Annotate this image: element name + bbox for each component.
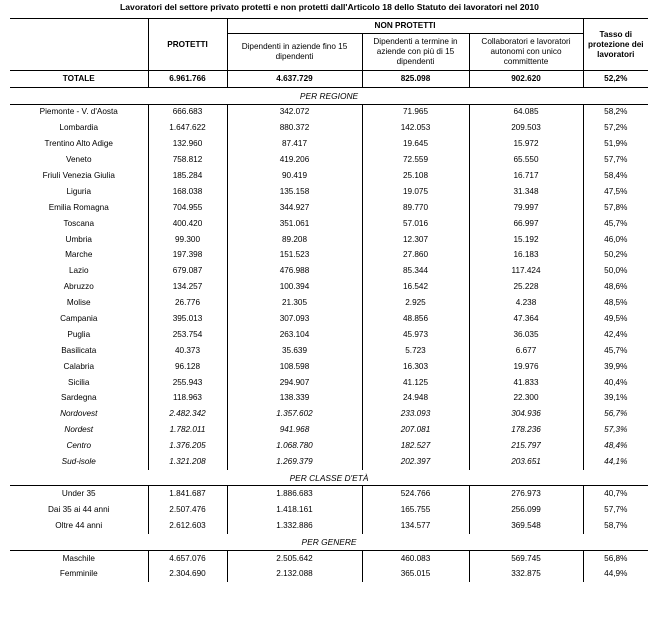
cell-collaboratori: 25.228 (469, 279, 583, 295)
cell-aziende-15: 2.505.642 (227, 550, 362, 566)
cell-tasso: 57,8% (583, 200, 648, 216)
cell-tasso: 44,1% (583, 454, 648, 470)
cell-tasso: 39,1% (583, 391, 648, 407)
cell-tasso: 48,4% (583, 438, 648, 454)
cell-collaboratori: 19.976 (469, 359, 583, 375)
cell-collaboratori: 304.936 (469, 406, 583, 422)
table-row (10, 406, 648, 422)
cell-termine: 202.397 (362, 454, 469, 470)
cell-aziende-15: 89.208 (227, 232, 362, 248)
table-row (10, 168, 648, 184)
cell-tasso: 45,7% (583, 216, 648, 232)
cell-aziende-15: 1.332.886 (227, 518, 362, 534)
table-row (10, 295, 648, 311)
cell-aziende-15: 344.927 (227, 200, 362, 216)
cell-protetti: 666.683 (148, 104, 227, 120)
cell-termine: 48.856 (362, 311, 469, 327)
cell-termine: 2.925 (362, 295, 469, 311)
cell-tasso: 42,4% (583, 327, 648, 343)
cell-aziende-15: 35.639 (227, 343, 362, 359)
cell-tasso: 40,4% (583, 375, 648, 391)
row-label: Friuli Venezia Giulia (42, 171, 115, 180)
cell-tasso: 57,7% (583, 502, 648, 518)
cell-aziende-15: 351.061 (227, 216, 362, 232)
section-title: PER REGIONE (10, 88, 648, 105)
cell-collaboratori: 117.424 (469, 263, 583, 279)
row-label: Nordest (64, 425, 94, 435)
cell-aziende-15: 263.104 (227, 327, 362, 343)
cell-aziende-15: 87.417 (227, 136, 362, 152)
cell-aziende-15: 1.418.161 (227, 502, 362, 518)
cell-tasso: 50,2% (583, 248, 648, 264)
cell-termine: 524.766 (362, 486, 469, 502)
cell-protetti: 253.754 (148, 327, 227, 343)
cell-termine: 182.527 (362, 438, 469, 454)
cell-collaboratori: 79.997 (469, 200, 583, 216)
cell-aziende-15: 138.339 (227, 391, 362, 407)
cell-tasso: 58,2% (583, 104, 648, 120)
header-collaboratori: Collaboratori e lavoratori autonomi con unico committente (469, 34, 583, 71)
cell-collaboratori: 65.550 (469, 152, 583, 168)
cell-termine: 25.108 (362, 168, 469, 184)
cell-protetti: 96.128 (148, 359, 227, 375)
workers-table (10, 18, 648, 582)
header-non-protetti: NON PROTETTI (227, 19, 583, 34)
row-label: Trentino Alto Adige (44, 139, 113, 149)
row-label: Umbria (65, 234, 92, 244)
cell-termine: 27.860 (362, 248, 469, 264)
cell-tasso: 57,2% (583, 120, 648, 136)
table-row (10, 391, 648, 407)
cell-collaboratori: 209.503 (469, 120, 583, 136)
row-label: Femminile (59, 569, 98, 579)
row-label: Calabria (63, 361, 94, 371)
cell-protetti: 2.482.342 (148, 406, 227, 422)
row-label: Sardegna (60, 393, 97, 403)
cell-tasso: 57,7% (583, 152, 648, 168)
cell-aziende-15: 108.598 (227, 359, 362, 375)
cell-termine: 365.015 (362, 567, 469, 583)
cell-protetti: 185.284 (148, 168, 227, 184)
cell-protetti: 118.963 (148, 391, 227, 407)
cell-protetti: 1.841.687 (148, 486, 227, 502)
cell-termine: 72.559 (362, 152, 469, 168)
totale-termine: 825.098 (362, 71, 469, 88)
table-row (10, 104, 648, 120)
cell-aziende-15: 941.968 (227, 422, 362, 438)
row-label: Sud-isole (61, 457, 96, 467)
row-label: Maschile (62, 553, 95, 563)
cell-aziende-15: 1.068.780 (227, 438, 362, 454)
cell-aziende-15: 1.357.602 (227, 406, 362, 422)
cell-aziende-15: 1.269.379 (227, 454, 362, 470)
table-row (10, 200, 648, 216)
row-label: Under 35 (61, 489, 96, 499)
cell-termine: 57.016 (362, 216, 469, 232)
cell-protetti: 132.960 (148, 136, 227, 152)
cell-protetti: 134.257 (148, 279, 227, 295)
cell-protetti: 1.782.011 (148, 422, 227, 438)
cell-aziende-15: 419.206 (227, 152, 362, 168)
header-termine: Dipendenti a termine in aziende con più di 15 dipendenti (362, 34, 469, 71)
cell-collaboratori: 36.035 (469, 327, 583, 343)
cell-aziende-15: 294.907 (227, 375, 362, 391)
row-label: Sicilia (68, 377, 90, 387)
cell-termine: 16.303 (362, 359, 469, 375)
row-label: Campania (60, 314, 98, 324)
cell-aziende-15: 2.132.088 (227, 567, 362, 583)
cell-tasso: 50,0% (583, 263, 648, 279)
cell-tasso: 58,7% (583, 518, 648, 534)
table-row (10, 550, 648, 566)
cell-tasso: 48,5% (583, 295, 648, 311)
cell-termine: 71.965 (362, 104, 469, 120)
row-label: Abruzzo (63, 282, 94, 292)
section-row (10, 88, 648, 105)
table-row (10, 279, 648, 295)
cell-collaboratori: 178.236 (469, 422, 583, 438)
cell-collaboratori: 16.183 (469, 248, 583, 264)
cell-tasso: 40,7% (583, 486, 648, 502)
cell-aziende-15: 21.305 (227, 295, 362, 311)
table-row (10, 502, 648, 518)
section-title: PER GENERE (10, 534, 648, 550)
cell-termine: 89.770 (362, 200, 469, 216)
cell-tasso: 57,3% (583, 422, 648, 438)
cell-aziende-15: 880.372 (227, 120, 362, 136)
cell-aziende-15: 90.419 (227, 168, 362, 184)
header-protetti: PROTETTI (148, 19, 227, 71)
row-label: Toscana (63, 218, 94, 228)
section-row (10, 534, 648, 550)
cell-protetti: 1.647.622 (148, 120, 227, 136)
header-aziende-15: Dipendenti in aziende fino 15 dipendenti (227, 34, 362, 71)
row-label-header (10, 19, 148, 71)
totale-row (10, 71, 648, 88)
cell-aziende-15: 135.158 (227, 184, 362, 200)
section-title: PER CLASSE D'ETÀ (10, 470, 648, 486)
table-row (10, 486, 648, 502)
cell-collaboratori: 6.677 (469, 343, 583, 359)
table-row (10, 375, 648, 391)
cell-protetti: 2.304.690 (148, 567, 227, 583)
table-title: Lavoratori del settore privato protetti e non protetti dall'Articolo 18 dello Statuto dei lavoratori nel 2010 (120, 2, 539, 12)
header-tasso: Tasso di protezione dei lavoratori (583, 19, 648, 71)
table-row (10, 567, 648, 583)
cell-termine: 85.344 (362, 263, 469, 279)
cell-protetti: 679.087 (148, 263, 227, 279)
cell-termine: 16.542 (362, 279, 469, 295)
cell-protetti: 40.373 (148, 343, 227, 359)
cell-termine: 207.081 (362, 422, 469, 438)
table-row (10, 248, 648, 264)
cell-tasso: 56,7% (583, 406, 648, 422)
totale-label: TOTALE (10, 71, 148, 88)
cell-protetti: 704.955 (148, 200, 227, 216)
cell-tasso: 49,5% (583, 311, 648, 327)
cell-collaboratori: 66.997 (469, 216, 583, 232)
cell-collaboratori: 203.651 (469, 454, 583, 470)
totale-tasso: 52,2% (583, 71, 648, 88)
cell-collaboratori: 47.364 (469, 311, 583, 327)
table-row (10, 327, 648, 343)
cell-collaboratori: 22.300 (469, 391, 583, 407)
row-label: Emilia Romagna (48, 202, 109, 212)
cell-collaboratori: 15.972 (469, 136, 583, 152)
table-row (10, 311, 648, 327)
cell-tasso: 51,9% (583, 136, 648, 152)
table-row (10, 518, 648, 534)
cell-aziende-15: 100.394 (227, 279, 362, 295)
cell-termine: 19.075 (362, 184, 469, 200)
cell-termine: 24.948 (362, 391, 469, 407)
row-label: Molise (66, 298, 91, 308)
table-row (10, 152, 648, 168)
cell-termine: 45.973 (362, 327, 469, 343)
cell-termine: 134.577 (362, 518, 469, 534)
cell-protetti: 255.943 (148, 375, 227, 391)
cell-termine: 165.755 (362, 502, 469, 518)
cell-protetti: 197.398 (148, 248, 227, 264)
cell-termine: 460.083 (362, 550, 469, 566)
cell-tasso: 44,9% (583, 567, 648, 583)
cell-aziende-15: 476.988 (227, 263, 362, 279)
cell-protetti: 400.420 (148, 216, 227, 232)
row-label: Piemonte - V. d'Aosta (39, 107, 118, 117)
table-row (10, 232, 648, 248)
table-row (10, 438, 648, 454)
row-label: Lazio (68, 266, 89, 276)
cell-protetti: 99.300 (148, 232, 227, 248)
totale-collaboratori: 902.620 (469, 71, 583, 88)
table-row (10, 263, 648, 279)
row-label: Liguria (66, 186, 92, 196)
cell-termine: 41.125 (362, 375, 469, 391)
table-row (10, 343, 648, 359)
table-row (10, 359, 648, 375)
row-label: Nordovest (60, 409, 98, 419)
row-label: Puglia (67, 329, 91, 339)
totale-protetti: 6.961.766 (148, 71, 227, 88)
cell-collaboratori: 15.192 (469, 232, 583, 248)
cell-aziende-15: 342.072 (227, 104, 362, 120)
table-row (10, 184, 648, 200)
cell-protetti: 1.376.205 (148, 438, 227, 454)
cell-termine: 19.645 (362, 136, 469, 152)
cell-termine: 12.307 (362, 232, 469, 248)
cell-collaboratori: 4.238 (469, 295, 583, 311)
cell-collaboratori: 256.099 (469, 502, 583, 518)
section-row (10, 470, 648, 486)
cell-collaboratori: 215.797 (469, 438, 583, 454)
cell-protetti: 395.013 (148, 311, 227, 327)
cell-protetti: 4.657.076 (148, 550, 227, 566)
cell-protetti: 2.612.603 (148, 518, 227, 534)
table-row (10, 422, 648, 438)
cell-tasso: 45,7% (583, 343, 648, 359)
cell-collaboratori: 332.875 (469, 567, 583, 583)
cell-aziende-15: 1.886.683 (227, 486, 362, 502)
cell-aziende-15: 307.093 (227, 311, 362, 327)
cell-protetti: 758.812 (148, 152, 227, 168)
cell-collaboratori: 64.085 (469, 104, 583, 120)
cell-termine: 233.093 (362, 406, 469, 422)
row-label: Centro (66, 441, 92, 451)
cell-termine: 5.723 (362, 343, 469, 359)
cell-protetti: 168.038 (148, 184, 227, 200)
totale-aziende-15: 4.637.729 (227, 71, 362, 88)
cell-collaboratori: 569.745 (469, 550, 583, 566)
table-row (10, 216, 648, 232)
cell-tasso: 56,8% (583, 550, 648, 566)
table-row (10, 136, 648, 152)
row-label: Veneto (66, 155, 92, 165)
cell-tasso: 48,6% (583, 279, 648, 295)
row-label: Oltre 44 anni (55, 521, 103, 531)
row-label: Dai 35 ai 44 anni (48, 505, 110, 515)
cell-aziende-15: 151.523 (227, 248, 362, 264)
cell-tasso: 39,9% (583, 359, 648, 375)
cell-collaboratori: 16.717 (469, 168, 583, 184)
cell-tasso: 46,0% (583, 232, 648, 248)
table-row (10, 454, 648, 470)
cell-protetti: 2.507.476 (148, 502, 227, 518)
row-label: Marche (65, 250, 93, 260)
cell-collaboratori: 369.548 (469, 518, 583, 534)
cell-tasso: 47,5% (583, 184, 648, 200)
table-row (10, 120, 648, 136)
cell-tasso: 58,4% (583, 168, 648, 184)
cell-protetti: 1.321.208 (148, 454, 227, 470)
cell-termine: 142.053 (362, 120, 469, 136)
cell-collaboratori: 41.833 (469, 375, 583, 391)
row-label: Basilicata (61, 345, 97, 355)
cell-collaboratori: 31.348 (469, 184, 583, 200)
cell-collaboratori: 276.973 (469, 486, 583, 502)
row-label: Lombardia (59, 123, 99, 133)
cell-protetti: 26.776 (148, 295, 227, 311)
